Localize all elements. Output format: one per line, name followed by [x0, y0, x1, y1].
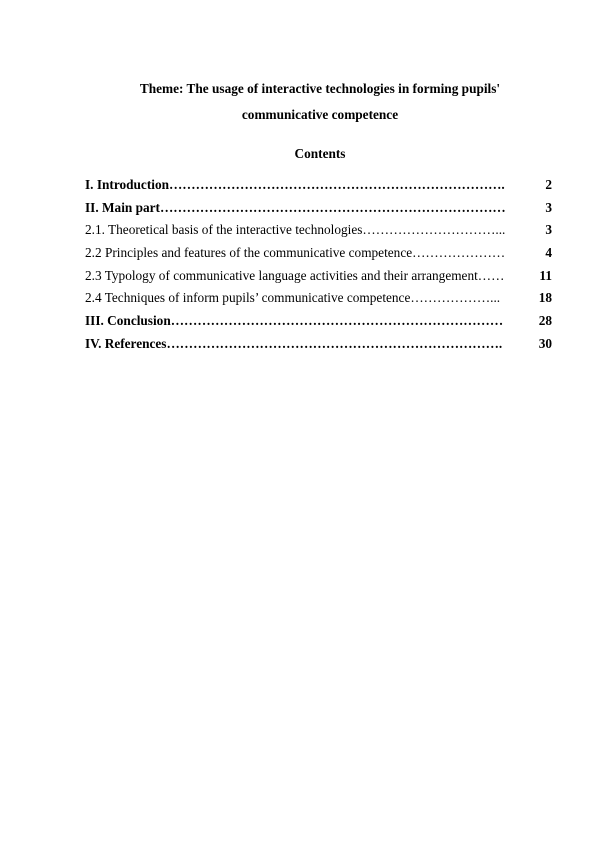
- toc-page-number: 4: [545, 245, 552, 261]
- toc-entry-text: III. Conclusion…………………………………………………………………: [85, 313, 504, 329]
- toc-page-number: 28: [538, 313, 552, 329]
- contents-heading: Contents: [294, 146, 346, 161]
- document-title-line1: Theme: The usage of interactive technologies in forming pupils': [139, 81, 501, 96]
- toc-entry-text: 2.4 Techniques of inform pupils’ communicative competence………………...: [85, 290, 501, 306]
- document-title-line2: communicative competence: [241, 107, 399, 122]
- toc-entry-principles: [85, 243, 560, 266]
- toc-entry-text: 2.3 Typology of communicative language activities and their arrangement……: [85, 267, 505, 283]
- toc-entry-text: I. Introduction………………………………………………………………….: [85, 177, 505, 192]
- toc-entry-conclusion: [85, 311, 560, 334]
- toc-entry-typology: [85, 266, 560, 289]
- toc-page-number: 18: [538, 290, 552, 306]
- toc-entry-theoretical-basis: [85, 220, 560, 243]
- toc-entry-main-part: [85, 198, 560, 221]
- toc-entry-references: [85, 334, 560, 357]
- table-of-contents: [85, 175, 560, 357]
- toc-entry-text: 2.1. Theoretical basis of the interactive technologies…………………………...: [85, 222, 506, 238]
- toc-page-number: 2: [545, 177, 552, 192]
- toc-entry-text: 2.2 Principles and features of the communicative competence…………………: [85, 245, 506, 261]
- toc-entry-introduction: [85, 175, 560, 198]
- toc-page-number: 11: [539, 267, 552, 283]
- toc-page-number: 3: [545, 222, 552, 238]
- toc-page-number: 30: [538, 335, 552, 351]
- toc-entry-text: IV. References………………………………………………………………….: [85, 335, 503, 351]
- toc-entry-techniques: [85, 288, 560, 311]
- toc-entry-text: II. Main part……………………………………………………………………: [85, 199, 506, 215]
- toc-page-number: 3: [545, 199, 552, 215]
